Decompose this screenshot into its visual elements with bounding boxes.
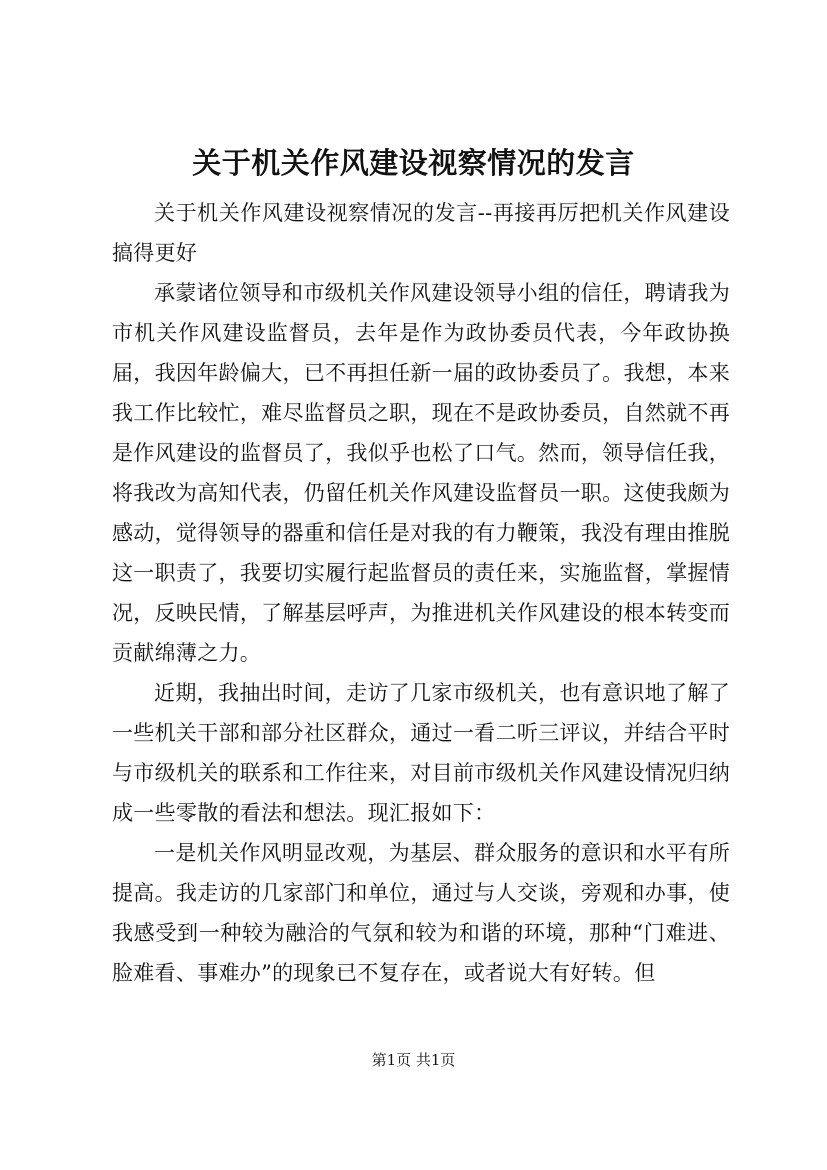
paragraph-visit: 近期，我抽出时间，走访了几家市级机关，也有意识地了解了一些机关干部和部分社区群众，通过一看二听三评议，并结合平时与市级机关的联系和工作往来，对目前市级机关作风建设情况归纳成一些零散的看法和想法。现汇报如下： [112, 681, 730, 825]
document-title: 关于机关作风建设视察情况的发言 [192, 146, 635, 180]
paragraph-intro: 承蒙诸位领导和市级机关作风建设领导小组的信任，聘请我为市机关作风建设监督员，去年是作为政协委员代表，今年政协换届，我因年龄偏大，已不再担任新一届的政协委员了。我想，本来我工作比较忙，难尽监督员之职，现在不是政协委员，自然就不再是作风建设的监督员了，我似乎也松了口气。然而，领导信任我，将我改为高知代表，仍留任机关作风建设监督员一职。这使我颇为感动，觉得领导的器重和信任是对我的有力鞭策，我没有理由推脱这一职责了，我要切实履行起监督员的责任来，实施监督，掌握情况，反映民情，了解基层呼声，为推进机关作风建设的根本转变而贡献绵薄之力。 [112, 281, 730, 665]
document-body [112, 193, 730, 993]
paragraph-point-one: 一是机关作风明显改观，为基层、群众服务的意识和水平有所提高。我走访的几家部门和单位，通过与人交谈，旁观和办事，使我感受到一种较为融洽的气氛和较为和谐的环境，那种“门难进、脸难看、事难办”的现象已不复存在，或者说大有好转。但 [112, 841, 730, 985]
paragraph-subtitle: 关于机关作风建设视察情况的发言--再接再厉把机关作风建设搞得更好 [112, 201, 730, 265]
page-footer: 第1页 共1页 [371, 1051, 456, 1069]
